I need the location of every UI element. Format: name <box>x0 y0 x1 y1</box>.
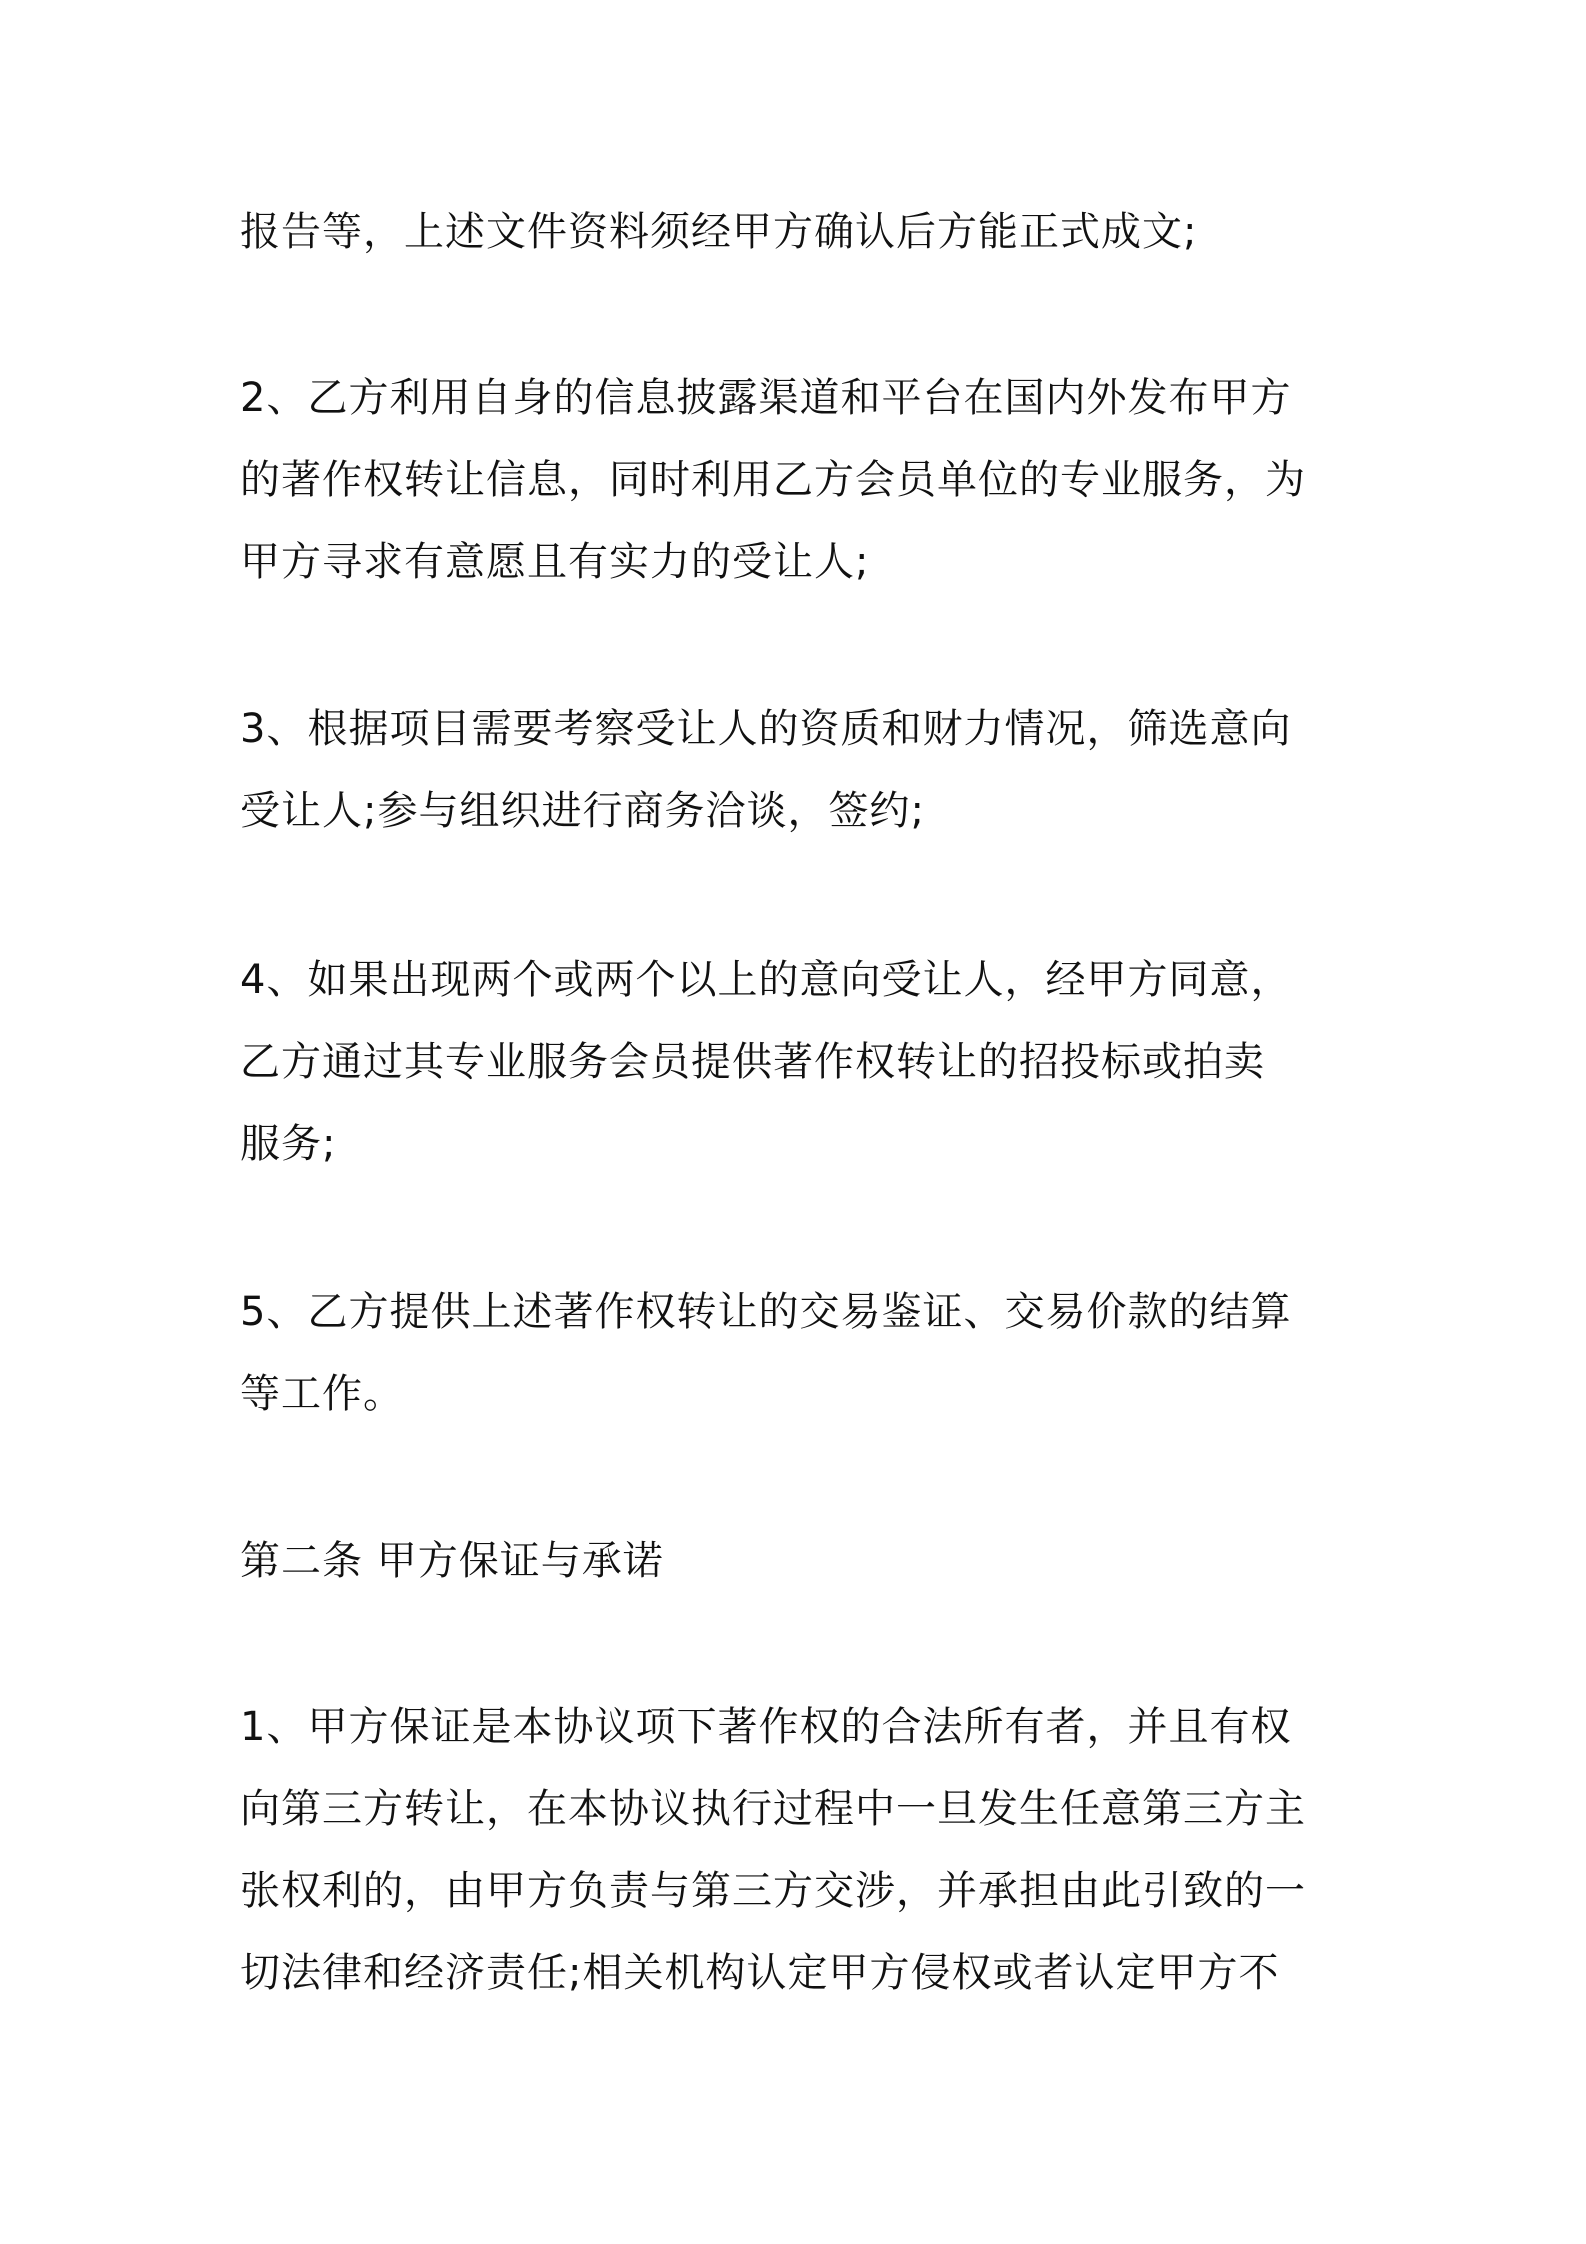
item-4-line: 乙方通过其专业服务会员提供著作权转让的招投标或拍卖 <box>240 1039 1265 1085</box>
item-5-line: 5、乙方提供上述著作权转让的交易鉴证、交易价款的结算 <box>240 1289 1292 1335</box>
paragraph-line: 报告等，上述文件资料须经甲方确认后方能正式成文; <box>240 209 1198 255</box>
item-2-line: 2、乙方利用自身的信息披露渠道和平台在国内外发布甲方 <box>240 375 1292 421</box>
section-item-1-line: 1、甲方保证是本协议项下著作权的合法所有者，并且有权 <box>240 1704 1292 1750</box>
section-item-1-line: 切法律和经济责任;相关机构认定甲方侵权或者认定甲方不 <box>240 1950 1280 1996</box>
item-4-line: 4、如果出现两个或两个以上的意向受让人，经甲方同意， <box>240 957 1292 1003</box>
item-3-line: 3、根据项目需要考察受让人的资质和财力情况，筛选意向 <box>240 706 1292 752</box>
item-4-line: 服务; <box>240 1121 337 1167</box>
item-5-line: 等工作。 <box>240 1371 404 1417</box>
item-3-line: 受让人;参与组织进行商务洽谈，签约; <box>240 788 925 834</box>
item-2-line: 甲方寻求有意愿且有实力的受让人; <box>240 539 870 585</box>
section-item-1-line: 向第三方转让，在本协议执行过程中一旦发生任意第三方主 <box>240 1786 1306 1832</box>
section-heading: 第二条 甲方保证与承诺 <box>240 1538 664 1584</box>
section-item-1-line: 张权利的，由甲方负责与第三方交涉，并承担由此引致的一 <box>240 1868 1306 1914</box>
item-2-line: 的著作权转让信息，同时利用乙方会员单位的专业服务，为 <box>240 457 1306 503</box>
